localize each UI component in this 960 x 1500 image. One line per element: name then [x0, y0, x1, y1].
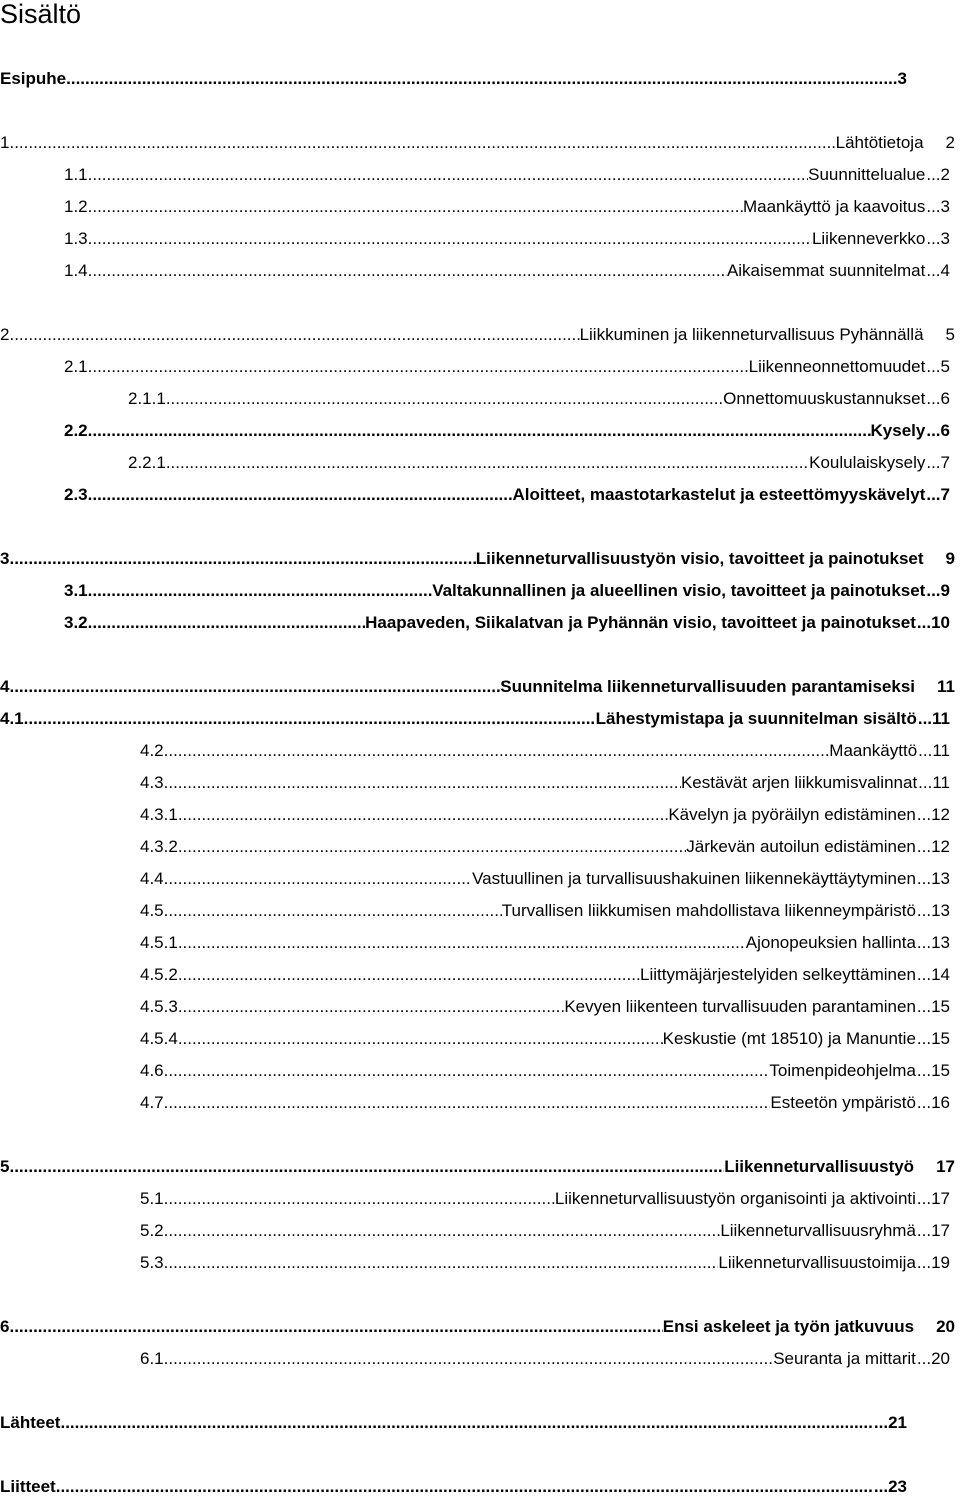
- toc-entry[interactable]: [128, 386, 950, 412]
- toc-dot-leader: [178, 1026, 663, 1052]
- toc-entry-number: 2.2.1: [128, 453, 166, 472]
- toc-entry-label: Haapaveden, Siikalatvan ja Pyhännän visio, tavoitteet ja painotukset: [365, 613, 916, 632]
- toc-entry[interactable]: [140, 1026, 950, 1052]
- toc-entry-page: ... 12: [916, 802, 950, 828]
- toc-entry[interactable]: [140, 1346, 950, 1372]
- toc-entry-page: ... 23: [873, 1474, 907, 1500]
- toc-dot-leader: [164, 898, 502, 924]
- toc-entry[interactable]: [140, 1186, 950, 1212]
- toc-dot-leader: [24, 706, 596, 732]
- toc-dot-leader: [88, 226, 812, 252]
- toc-entry[interactable]: [0, 66, 907, 92]
- toc-entry-page: ... 6: [925, 386, 950, 412]
- toc-entry[interactable]: [140, 1090, 950, 1116]
- toc-entry-label: Lähestymistapa ja suunnitelman sisältö: [595, 709, 917, 728]
- toc-entry-page: 5: [945, 325, 955, 344]
- toc-dot-leader: [14, 1314, 663, 1340]
- toc-entry-number: 4.3.1: [140, 805, 178, 824]
- toc-dot-leader: [178, 994, 565, 1020]
- toc-entry-number: 4.5.1: [140, 933, 178, 952]
- toc-entry-page: ... 15: [916, 1026, 950, 1052]
- toc-entry[interactable]: [140, 898, 950, 924]
- toc-entry-label: Kevyen liikenteen turvallisuuden parantaminen: [564, 997, 916, 1016]
- toc-dot-leader: [164, 866, 472, 892]
- toc-entry-number: 2.2: [64, 421, 88, 440]
- toc-dot-leader: [66, 66, 882, 92]
- toc-entry-label: Keskustie (mt 18510) ja Manuntie: [662, 1029, 916, 1048]
- toc-entry-page: ... 15: [916, 1058, 950, 1084]
- toc-entry-number: 1.3: [64, 229, 88, 248]
- toc-entry-label: Ajonopeuksien hallinta: [745, 933, 916, 952]
- toc-entry-number: 6.: [0, 1317, 15, 1336]
- toc-entry-label: Liikenneverkko: [811, 229, 926, 248]
- toc-entry-page: 20: [936, 1317, 955, 1336]
- toc-entry-number: 2.1.1: [128, 389, 166, 408]
- toc-entry-label: Kysely: [870, 421, 926, 440]
- toc-entry-label: Liikenneturvallisuusryhmä: [720, 1221, 916, 1240]
- toc-entry-label: Maankäyttö: [829, 741, 918, 760]
- toc-entry-page: ... 21: [873, 1410, 907, 1436]
- toc-entry-page: ... 12: [916, 834, 950, 860]
- toc-entry-page: 2: [945, 133, 955, 152]
- toc-entry[interactable]: [64, 258, 950, 284]
- toc-entry[interactable]: [140, 930, 950, 956]
- toc-entry-page: ... 13: [916, 866, 950, 892]
- toc-entry-page: ... 3: [925, 226, 950, 252]
- toc-dot-leader: [166, 450, 809, 476]
- toc-entry-page: ... 3: [882, 66, 907, 92]
- toc-dot-leader: [178, 834, 686, 860]
- toc-entry-number: 1.: [0, 133, 15, 152]
- toc-entry-page: ... 19: [916, 1250, 950, 1276]
- toc-entry-label: Aikaisemmat suunnitelmat: [726, 261, 926, 280]
- toc-entry-label: Maankäyttö ja kaavoitus: [742, 197, 926, 216]
- toc-entry-number: 4.5.4: [140, 1029, 178, 1048]
- toc-entry-label: Aloitteet, maastotarkastelut ja esteettömyyskävelyt: [512, 485, 926, 504]
- toc-title: Sisältö: [0, 0, 82, 29]
- toc-entry-number: 4.2: [140, 741, 164, 760]
- toc-entry-number: 3.: [0, 549, 15, 568]
- toc-entry-label: Suunnitelma liikenneturvallisuuden parantamiseksi: [500, 677, 916, 696]
- toc-entry-label: Turvallisen liikkumisen mahdollistava liikenneympäristö: [501, 901, 916, 920]
- toc-entry[interactable]: [64, 226, 950, 252]
- toc-entry-number: 2.: [0, 325, 15, 344]
- toc-entry-number: 2.1: [64, 357, 88, 376]
- toc-entry-page: ... 11: [917, 738, 950, 764]
- toc-entry[interactable]: [140, 866, 950, 892]
- toc-entry-number: 4.5.2: [140, 965, 178, 984]
- toc-entry[interactable]: [0, 322, 955, 348]
- toc-entry[interactable]: [64, 482, 950, 508]
- toc-entry-number: Esipuhe: [0, 69, 67, 88]
- toc-entry[interactable]: [0, 1410, 907, 1436]
- toc-dot-leader: [164, 770, 681, 796]
- toc-entry-number: 1.4: [64, 261, 88, 280]
- toc-dot-leader: [164, 1250, 719, 1276]
- toc-entry-page: ... 2: [925, 162, 950, 188]
- toc-entry[interactable]: [64, 354, 950, 380]
- toc-entry-number: 4.7: [140, 1093, 164, 1112]
- toc-dot-leader: [14, 130, 835, 156]
- toc-dot-leader: [60, 1410, 872, 1436]
- toc-entry-page: ... 11: [917, 706, 950, 732]
- toc-dot-leader: [178, 930, 746, 956]
- toc-entry-label: Lähtötietoja: [835, 133, 924, 152]
- toc-entry-label: Esteetön ympäristö: [770, 1093, 916, 1112]
- toc-entry[interactable]: [64, 418, 950, 444]
- toc-entry-page: ... 13: [916, 930, 950, 956]
- toc-dot-leader: [88, 610, 365, 636]
- toc-dot-leader: [164, 738, 830, 764]
- toc-entry[interactable]: [64, 578, 950, 604]
- toc-entry-label: Ensi askeleet ja työn jatkuvuus: [662, 1317, 915, 1336]
- toc-entry-page: ... 9: [925, 578, 950, 604]
- toc-entry-label: Liikkuminen ja liikenneturvallisuus Pyhännällä: [579, 325, 924, 344]
- toc-entry-number: 3.2: [64, 613, 88, 632]
- toc-entry-label: Onnettomuuskustannukset: [723, 389, 926, 408]
- toc-dot-leader: [88, 354, 749, 380]
- toc-entry[interactable]: [0, 674, 955, 700]
- toc-entry[interactable]: [128, 450, 950, 476]
- toc-entry-label: Järkevän autoilun edistäminen: [686, 837, 916, 856]
- toc-entry-page: ... 17: [916, 1218, 950, 1244]
- toc-dot-leader: [14, 674, 500, 700]
- toc-entry-number: 4.6: [140, 1061, 164, 1080]
- toc-entry[interactable]: [64, 194, 950, 220]
- toc-dot-leader: [14, 546, 476, 572]
- toc-entry-label: Liikenneturvallisuustyö: [724, 1157, 915, 1176]
- toc-entry[interactable]: [140, 1058, 950, 1084]
- toc-dot-leader: [88, 194, 743, 220]
- toc-entry-number: 4.4: [140, 869, 164, 888]
- toc-entry-number: 4.5.3: [140, 997, 178, 1016]
- toc-dot-leader: [14, 1154, 724, 1180]
- toc-entry[interactable]: [0, 1154, 955, 1180]
- toc-entry-page: ... 11: [917, 770, 950, 796]
- toc-entry[interactable]: [140, 1250, 950, 1276]
- toc-entry-page: ... 17: [916, 1186, 950, 1212]
- toc-entry-number: 5.1: [140, 1189, 164, 1208]
- toc-entry-page: ... 3: [925, 194, 950, 220]
- toc-entry-label: Seuranta ja mittarit: [773, 1349, 916, 1368]
- toc-entry-label: Liikenneturvallisuustyön visio, tavoitteet ja painotukset: [475, 549, 924, 568]
- toc-entry-number: 5.3: [140, 1253, 164, 1272]
- toc-entry-number: Liitteet: [0, 1477, 56, 1496]
- toc-entry-number: 4.5: [140, 901, 164, 920]
- toc-dot-leader: [166, 386, 723, 412]
- toc-entry[interactable]: [0, 546, 955, 572]
- toc-entry-page: 17: [936, 1157, 955, 1176]
- toc-entry-number: 4.3.2: [140, 837, 178, 856]
- toc-entry-number: Lähteet: [0, 1413, 61, 1432]
- toc-entry[interactable]: [64, 610, 950, 636]
- toc-entry-page: ... 10: [916, 610, 950, 636]
- toc-dot-leader: [14, 322, 579, 348]
- toc-entry-page: ... 20: [916, 1346, 950, 1372]
- toc-entry-label: Liikenneturvallisuustoimija: [718, 1253, 916, 1272]
- toc-entry-page: ... 14: [916, 962, 950, 988]
- toc-entry-page: ... 7: [925, 482, 950, 508]
- toc-entry-number: 5.2: [140, 1221, 164, 1240]
- toc-entry-page: ... 13: [916, 898, 950, 924]
- toc-dot-leader: [88, 258, 727, 284]
- toc-entry-number: 1.1: [64, 165, 88, 184]
- toc-entry-label: Suunnittelualue: [808, 165, 926, 184]
- toc-entry-number: 5.: [0, 1157, 15, 1176]
- toc-entry[interactable]: [0, 1314, 955, 1340]
- toc-entry-page: ... 15: [916, 994, 950, 1020]
- toc-entry-number: 4.1: [0, 709, 24, 728]
- toc-entry-label: Kestävät arjen liikkumisvalinnat: [680, 773, 918, 792]
- toc-entry-page: 11: [937, 677, 955, 696]
- toc-dot-leader: [88, 162, 809, 188]
- toc-dot-leader: [164, 1186, 555, 1212]
- toc-entry-number: 2.3: [64, 485, 88, 504]
- toc-entry[interactable]: [64, 162, 950, 188]
- toc-entry[interactable]: [140, 834, 950, 860]
- toc-entry-label: Koululaiskysely: [809, 453, 926, 472]
- toc-entry[interactable]: [0, 706, 950, 732]
- toc-entry[interactable]: [140, 802, 950, 828]
- toc-dot-leader: [88, 418, 871, 444]
- toc-entry-number: 4.3: [140, 773, 164, 792]
- toc-dot-leader: [56, 1474, 873, 1500]
- toc-entry-label: Kävelyn ja pyöräilyn edistäminen: [668, 805, 916, 824]
- toc-entry[interactable]: [140, 738, 950, 764]
- toc-dot-leader: [164, 1346, 774, 1372]
- toc-entry-label: Liittymäjärjestelyiden selkeyttäminen: [640, 965, 916, 984]
- toc-dot-leader: [164, 1218, 721, 1244]
- toc-entry-page: ... 16: [916, 1090, 950, 1116]
- toc-entry[interactable]: [0, 1474, 907, 1500]
- toc-entry-number: 4.: [0, 677, 15, 696]
- toc-dot-leader: [178, 962, 640, 988]
- toc-entry-label: Liikenneturvallisuustyön organisointi ja aktivointi: [554, 1189, 916, 1208]
- toc-entry[interactable]: [140, 962, 950, 988]
- toc-entry[interactable]: [0, 130, 955, 156]
- toc-entry-page: ... 5: [925, 354, 950, 380]
- toc-entry-label: Valtakunnallinen ja alueellinen visio, tavoitteet ja painotukset: [432, 581, 926, 600]
- toc-entry-page: 9: [945, 549, 955, 568]
- toc-dot-leader: [164, 1058, 770, 1084]
- toc-entry[interactable]: [140, 770, 950, 796]
- toc-dot-leader: [88, 578, 433, 604]
- toc-entry-label: Toimenpideohjelma: [769, 1061, 916, 1080]
- toc-entry[interactable]: [140, 994, 950, 1020]
- toc-entry-number: 6.1: [140, 1349, 164, 1368]
- toc-entry-page: ... 6: [925, 418, 950, 444]
- toc-entry-label: Liikenneonnettomuudet: [748, 357, 926, 376]
- toc-entry-number: 1.2: [64, 197, 88, 216]
- toc-dot-leader: [164, 1090, 771, 1116]
- toc-entry-label: Vastuullinen ja turvallisuushakuinen liikennekäyttäytyminen: [472, 869, 916, 888]
- toc-entry[interactable]: [140, 1218, 950, 1244]
- toc-entry-number: 3.1: [64, 581, 88, 600]
- toc-dot-leader: [88, 482, 513, 508]
- toc-dot-leader: [178, 802, 669, 828]
- toc-entry-page: ... 7: [925, 450, 950, 476]
- toc-entry-page: ... 4: [925, 258, 950, 284]
